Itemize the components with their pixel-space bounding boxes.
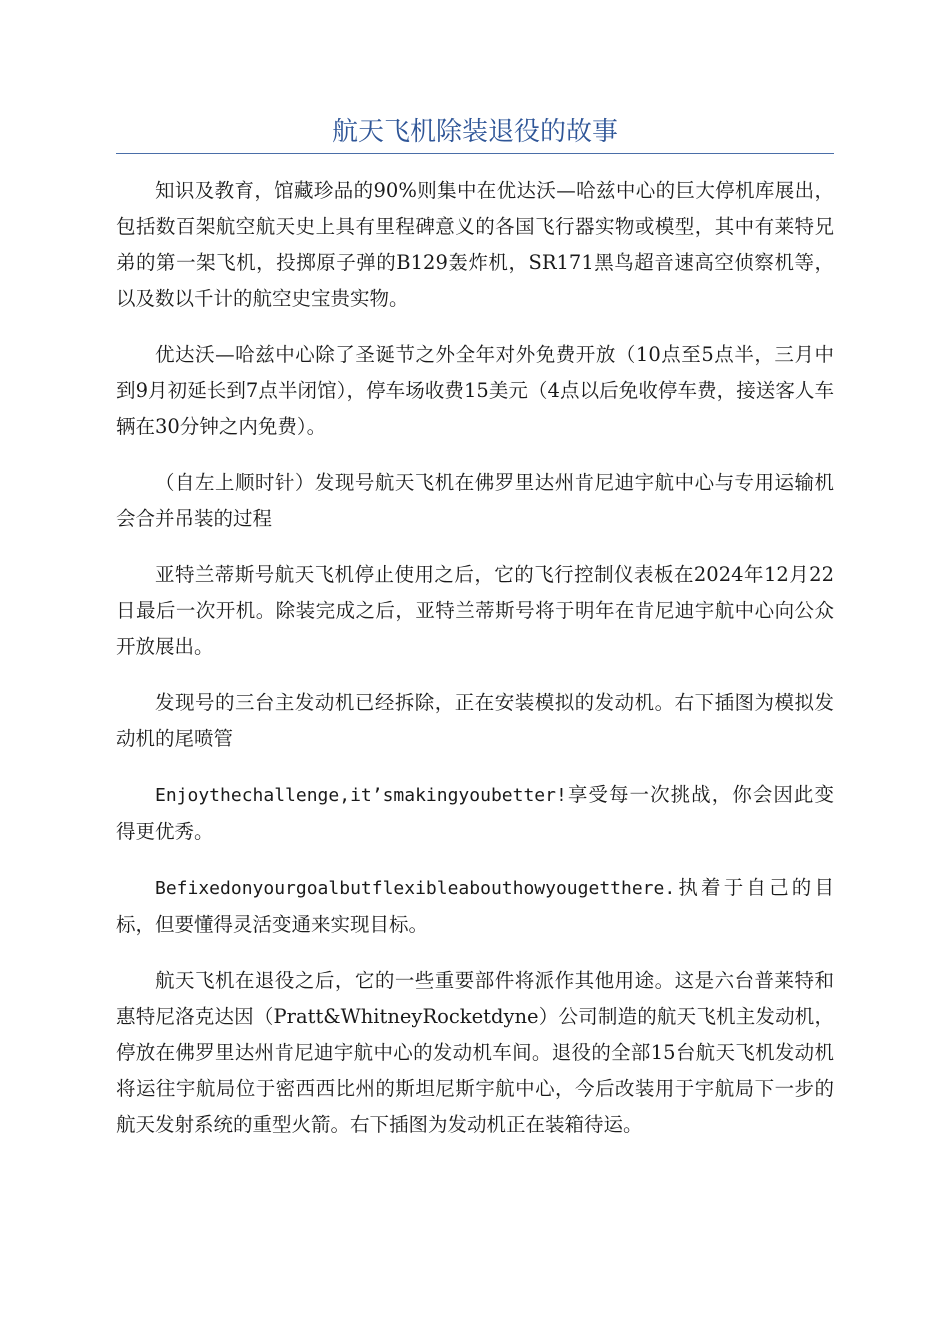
- document-body: [116, 173, 834, 1163]
- paragraph-opening-hours: 优达沃—哈兹中心除了圣诞节之外全年对外免费开放（10点至5点半，三月中到9月初延长到7点半闭馆），停车场收费15美元（4点以后免收停车费，接送客人车辆在30分钟之内免费）。: [116, 343, 834, 438]
- quote-chinese: 执着于自己的目标，但要懂得灵活变通来实现目标。: [116, 876, 834, 936]
- paragraph-main-engines: 航天飞机在退役之后，它的一些重要部件将派作其他用途。这是六台普莱特和惠特尼洛克达因（Pratt&WhitneyRocketdyne）公司制造的航天飞机主发动机，停放在佛罗里达州肯尼迪宇航中心的发动机车间。退役的全部15台航天飞机发动机将运往宇航局位于密西西比州的斯坦尼斯宇航中心，今后改装用于宇航局下一步的航天发射系统的重型火箭。右下插图为发动机正在装箱待运。: [116, 969, 834, 1136]
- paragraph-quote-challenge: [116, 777, 834, 850]
- paragraph-discovery-engines: 发现号的三台主发动机已经拆除，正在安装模拟的发动机。右下插图为模拟发动机的尾喷管: [116, 691, 834, 750]
- paragraph-quote-goal: [116, 870, 834, 943]
- quote-chinese: 享受每一次挑战，你会因此变得更优秀。: [116, 783, 834, 843]
- document-title: 航天飞机除装退役的故事: [331, 117, 618, 147]
- paragraph-atlantis: 亚特兰蒂斯号航天飞机停止使用之后，它的飞行控制仪表板在2024年12月22日最后一次开机。除装完成之后，亚特兰蒂斯号将于明年在肯尼迪宇航中心向公众开放展出。: [116, 563, 834, 658]
- quote-english: Befixedonyourgoalbutflexibleabouthowyougetthere.: [155, 878, 676, 899]
- quote-english: Enjoythechallenge,it’smakingyoubetter!: [155, 785, 567, 806]
- paragraph-discovery-caption: （自左上顺时针）发现号航天飞机在佛罗里达州肯尼迪宇航中心与专用运输机会合并吊装的过程: [116, 471, 834, 530]
- title-underline: [116, 153, 834, 154]
- paragraph-collection: 知识及教育，馆藏珍品的90%则集中在优达沃—哈兹中心的巨大停机库展出，包括数百架航空航天史上具有里程碑意义的各国飞行器实物或模型，其中有莱特兄弟的第一架飞机，投掷原子弹的B129轰炸机，SR171黑鸟超音速高空侦察机等，以及数以千计的航空史宝贵实物。: [116, 179, 834, 310]
